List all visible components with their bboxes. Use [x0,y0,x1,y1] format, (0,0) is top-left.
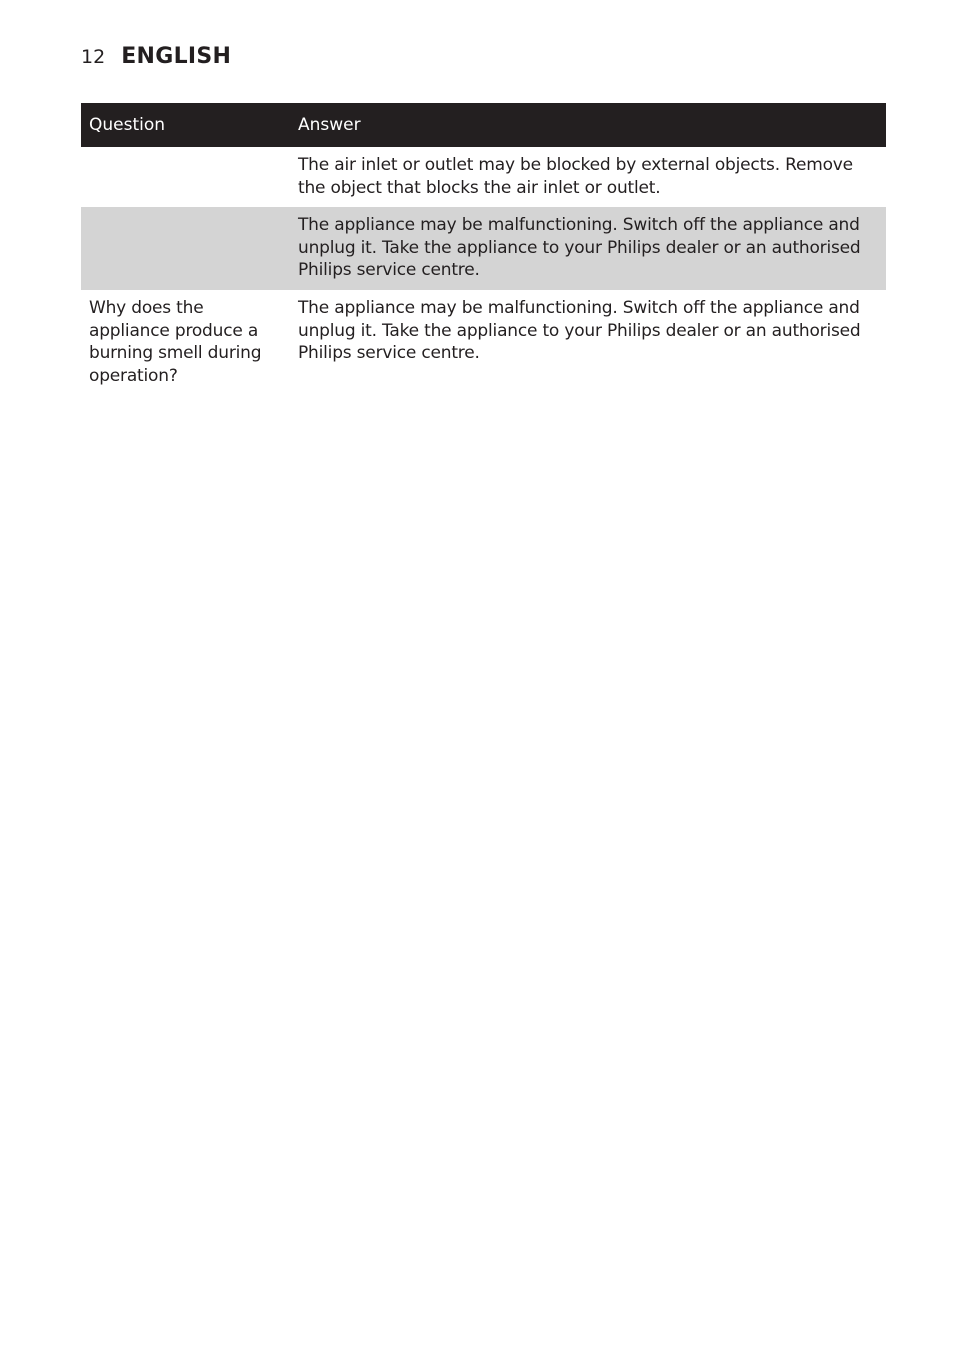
question-cell [81,147,290,207]
question-cell: Why does the appliance produce a burning smell during operation? [89,297,262,386]
column-header-answer: Answer [290,103,886,147]
column-header-question: Question [81,103,290,147]
section-title: ENGLISH [121,44,232,69]
answer-cell: The air inlet or outlet may be blocked by external objects. Remove the object that blocks the air inlet or outlet. [298,155,853,198]
table-header-row [81,103,886,147]
table-row [81,147,886,207]
faq-table [81,103,886,395]
page-header [81,44,231,78]
question-cell [81,207,290,290]
table-row [81,207,886,290]
table-row [81,290,886,395]
answer-cell: The appliance may be malfunctioning. Switch off the appliance and unplug it. Take the appliance to your Philips dealer or an authorised Philips service centre. [290,207,886,290]
page-number: 12 [81,46,106,68]
answer-cell: The appliance may be malfunctioning. Switch off the appliance and unplug it. Take the appliance to your Philips dealer or an authorised Philips service centre. [298,297,861,364]
